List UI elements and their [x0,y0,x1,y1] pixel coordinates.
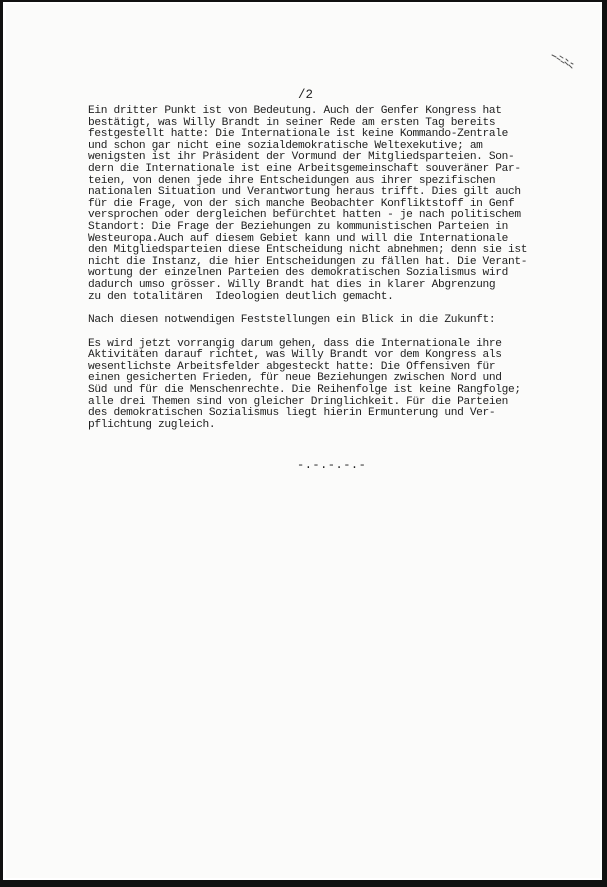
text-line: wortung der einzelnen Parteien des demokratischen Sozialismus wird [88,267,508,280]
text-line: Aktivitäten darauf richtet, was Willy Brandt vor dem Kongress als [88,349,502,362]
text-line: zu den totalitären Ideologien deutlich gemacht. [88,290,394,303]
text-line: wesentlichste Arbeitsfelder abgesteckt hatte: Die Offensiven für [88,360,496,373]
text-line: bestätigt, was Willy Brandt in seiner Rede am ersten Tag bereits [88,116,496,129]
text-line: versprochen oder dergleichen befürchtet hatten - je nach politischem [88,209,521,222]
text-line: teien, von denen jede ihre Entscheidungen aus ihrer spezifischen [88,174,496,187]
text-line: Standort: Die Frage der Beziehungen zu kommunistischen Parteien in [88,220,508,233]
text-line: nationalen Situation und Verantwortung heraus trifft. Dies gilt auch [88,186,521,199]
body-text [88,106,598,431]
text-line: nicht die Instanz, die hier Entscheidungen zu fällen hat. Die Verant- [88,255,528,268]
text-line: dern die Internationale ist eine Arbeitsgemeinschaft souveräner Par- [88,162,521,175]
text-line: des demokratischen Sozialismus liegt hierin Ermunterung und Ver- [88,407,496,420]
text-line: und schon gar nicht eine sozialdemokratische Weltexekutive; am [88,139,483,152]
scan-speck-mark [551,52,575,70]
text-line: wenigsten ist ihr Präsident der Vormund der Mitgliedsparteien. Son- [88,151,515,164]
paragraph-2 [88,315,598,327]
text-line: Es wird jetzt vorrangig darum gehen, dass die Internationale ihre [88,337,502,350]
paragraph-3 [88,339,598,432]
closing-mark: -.-.-.-.- [297,458,367,472]
text-line: Westeuropa.Auch auf diesem Gebiet kann und will die Internationale [88,232,508,245]
paragraph-1 [88,106,598,303]
text-line: festgestellt hatte: Die Internationale ist keine Kommando-Zentrale [88,128,508,141]
text-line: Nach diesen notwendigen Feststellungen ein Blick in die Zukunft: [88,314,496,327]
text-line: Süd und für die Menschenrechte. Die Reihenfolge ist keine Rangfolge; [88,384,521,397]
text-line: für die Frage, von der sich manche Beobachter Konfliktstoff in Genf [88,197,515,210]
text-line: pflichtung zugleich. [88,418,216,431]
text-line: einen gesicherten Frieden, für neue Beziehungen zwischen Nord und [88,372,502,385]
text-line: Ein dritter Punkt ist von Bedeutung. Auch der Genfer Kongress hat [88,105,502,117]
text-line: dadurch umso grösser. Willy Brandt hat dies in klarer Abgrenzung [88,278,496,291]
page-number: /2 [298,88,314,102]
text-line: alle drei Themen sind von gleicher Dringlichkeit. Für die Parteien [88,395,508,408]
text-line: den Mitgliedsparteien diese Entscheidung nicht abnehmen; denn sie ist [88,244,528,257]
